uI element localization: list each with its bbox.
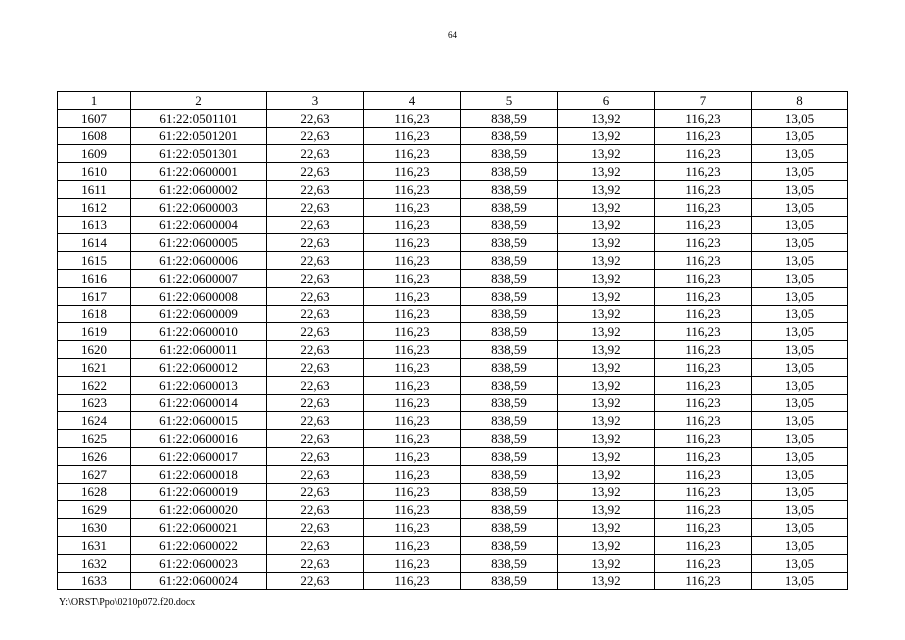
table-cell: 1620 bbox=[58, 341, 131, 359]
table-cell: 838,59 bbox=[461, 305, 558, 323]
table-cell: 116,23 bbox=[364, 269, 461, 287]
table-cell: 116,23 bbox=[655, 447, 752, 465]
table-row bbox=[58, 358, 848, 376]
table-cell: 22,63 bbox=[267, 572, 364, 590]
table-cell: 13,92 bbox=[558, 376, 655, 394]
table-cell: 61:22:0600018 bbox=[131, 465, 267, 483]
table-cell: 61:22:0600011 bbox=[131, 341, 267, 359]
table-cell: 22,63 bbox=[267, 180, 364, 198]
table-cell: 13,05 bbox=[752, 269, 848, 287]
table-cell: 22,63 bbox=[267, 554, 364, 572]
table-cell: 13,05 bbox=[752, 536, 848, 554]
table-cell: 13,05 bbox=[752, 572, 848, 590]
table-cell: 22,63 bbox=[267, 234, 364, 252]
table-cell: 838,59 bbox=[461, 216, 558, 234]
table-cell: 13,92 bbox=[558, 305, 655, 323]
column-header: 3 bbox=[267, 92, 364, 110]
table-cell: 13,05 bbox=[752, 341, 848, 359]
table-cell: 22,63 bbox=[267, 163, 364, 181]
table-cell: 116,23 bbox=[364, 501, 461, 519]
table-cell: 13,05 bbox=[752, 394, 848, 412]
column-header: 8 bbox=[752, 92, 848, 110]
table-cell: 13,92 bbox=[558, 483, 655, 501]
table-cell: 13,92 bbox=[558, 180, 655, 198]
table-cell: 61:22:0600021 bbox=[131, 519, 267, 537]
table-cell: 13,05 bbox=[752, 109, 848, 127]
table-row bbox=[58, 305, 848, 323]
table-cell: 61:22:0600010 bbox=[131, 323, 267, 341]
table-cell: 116,23 bbox=[655, 323, 752, 341]
table-cell: 22,63 bbox=[267, 430, 364, 448]
table-cell: 13,92 bbox=[558, 465, 655, 483]
table-cell: 116,23 bbox=[364, 447, 461, 465]
table-cell: 116,23 bbox=[364, 341, 461, 359]
table-row bbox=[58, 412, 848, 430]
table-cell: 13,92 bbox=[558, 234, 655, 252]
table-cell: 61:22:0600016 bbox=[131, 430, 267, 448]
table-cell: 1622 bbox=[58, 376, 131, 394]
table-cell: 61:22:0600019 bbox=[131, 483, 267, 501]
table-cell: 22,63 bbox=[267, 109, 364, 127]
table-cell: 1609 bbox=[58, 145, 131, 163]
table-cell: 838,59 bbox=[461, 430, 558, 448]
table-cell: 13,05 bbox=[752, 145, 848, 163]
table-cell: 116,23 bbox=[364, 163, 461, 181]
table-cell: 13,92 bbox=[558, 323, 655, 341]
table-cell: 838,59 bbox=[461, 234, 558, 252]
table-cell: 116,23 bbox=[364, 323, 461, 341]
table-cell: 116,23 bbox=[364, 287, 461, 305]
table-cell: 116,23 bbox=[364, 572, 461, 590]
table-cell: 116,23 bbox=[655, 287, 752, 305]
table-cell: 838,59 bbox=[461, 163, 558, 181]
table-cell: 116,23 bbox=[364, 394, 461, 412]
table-cell: 1633 bbox=[58, 572, 131, 590]
table-cell: 116,23 bbox=[655, 483, 752, 501]
table-cell: 1630 bbox=[58, 519, 131, 537]
table-cell: 838,59 bbox=[461, 127, 558, 145]
table-cell: 13,05 bbox=[752, 163, 848, 181]
table-cell: 116,23 bbox=[364, 483, 461, 501]
table-cell: 116,23 bbox=[655, 430, 752, 448]
table-cell: 22,63 bbox=[267, 483, 364, 501]
table-cell: 22,63 bbox=[267, 412, 364, 430]
table-cell: 116,23 bbox=[655, 305, 752, 323]
column-header: 1 bbox=[58, 92, 131, 110]
table-cell: 1627 bbox=[58, 465, 131, 483]
table-cell: 116,23 bbox=[364, 554, 461, 572]
table-cell: 13,92 bbox=[558, 430, 655, 448]
table-cell: 116,23 bbox=[655, 501, 752, 519]
table-cell: 116,23 bbox=[364, 234, 461, 252]
table-cell: 116,23 bbox=[364, 198, 461, 216]
table-cell: 13,05 bbox=[752, 305, 848, 323]
table-cell: 1618 bbox=[58, 305, 131, 323]
table-cell: 838,59 bbox=[461, 269, 558, 287]
table-row bbox=[58, 252, 848, 270]
table-cell: 61:22:0600023 bbox=[131, 554, 267, 572]
table-cell: 116,23 bbox=[364, 109, 461, 127]
table-cell: 13,92 bbox=[558, 554, 655, 572]
table-cell: 1632 bbox=[58, 554, 131, 572]
table-cell: 13,92 bbox=[558, 252, 655, 270]
table-cell: 838,59 bbox=[461, 145, 558, 163]
table-cell: 61:22:0600014 bbox=[131, 394, 267, 412]
table-cell: 838,59 bbox=[461, 465, 558, 483]
table-cell: 61:22:0600017 bbox=[131, 447, 267, 465]
table-cell: 116,23 bbox=[364, 536, 461, 554]
column-header: 7 bbox=[655, 92, 752, 110]
table-row bbox=[58, 323, 848, 341]
table-cell: 1624 bbox=[58, 412, 131, 430]
table-cell: 22,63 bbox=[267, 323, 364, 341]
table-cell: 61:22:0600006 bbox=[131, 252, 267, 270]
table-cell: 22,63 bbox=[267, 305, 364, 323]
table-cell: 116,23 bbox=[364, 180, 461, 198]
table-cell: 13,05 bbox=[752, 554, 848, 572]
table-row bbox=[58, 465, 848, 483]
table-cell: 13,92 bbox=[558, 341, 655, 359]
table-cell: 116,23 bbox=[364, 412, 461, 430]
table-cell: 13,92 bbox=[558, 109, 655, 127]
table-cell: 1631 bbox=[58, 536, 131, 554]
table-cell: 22,63 bbox=[267, 198, 364, 216]
table-row bbox=[58, 234, 848, 252]
table-cell: 13,05 bbox=[752, 519, 848, 537]
table-cell: 61:22:0600004 bbox=[131, 216, 267, 234]
table-cell: 13,05 bbox=[752, 376, 848, 394]
table-cell: 22,63 bbox=[267, 465, 364, 483]
table-cell: 1621 bbox=[58, 358, 131, 376]
table-cell: 838,59 bbox=[461, 287, 558, 305]
table-cell: 838,59 bbox=[461, 572, 558, 590]
table-cell: 13,05 bbox=[752, 234, 848, 252]
table-cell: 13,92 bbox=[558, 536, 655, 554]
table-cell: 1610 bbox=[58, 163, 131, 181]
table-cell: 116,23 bbox=[655, 412, 752, 430]
table-cell: 22,63 bbox=[267, 252, 364, 270]
table-cell: 116,23 bbox=[655, 536, 752, 554]
table-cell: 116,23 bbox=[655, 216, 752, 234]
page-number: 64 bbox=[448, 30, 457, 40]
table-cell: 116,23 bbox=[655, 341, 752, 359]
table-cell: 13,92 bbox=[558, 501, 655, 519]
table-row bbox=[58, 287, 848, 305]
table-cell: 1612 bbox=[58, 198, 131, 216]
table-cell: 838,59 bbox=[461, 323, 558, 341]
table-row bbox=[58, 519, 848, 537]
table-cell: 13,05 bbox=[752, 323, 848, 341]
table-cell: 1626 bbox=[58, 447, 131, 465]
table-row bbox=[58, 376, 848, 394]
column-header: 5 bbox=[461, 92, 558, 110]
table-cell: 13,92 bbox=[558, 358, 655, 376]
table-cell: 13,05 bbox=[752, 358, 848, 376]
table-row bbox=[58, 554, 848, 572]
table-header-row bbox=[58, 92, 848, 110]
table-cell: 13,05 bbox=[752, 198, 848, 216]
table-cell: 116,23 bbox=[655, 269, 752, 287]
table-cell: 116,23 bbox=[364, 252, 461, 270]
table-row bbox=[58, 198, 848, 216]
table-row bbox=[58, 109, 848, 127]
table-cell: 22,63 bbox=[267, 269, 364, 287]
table-cell: 22,63 bbox=[267, 287, 364, 305]
data-table bbox=[57, 91, 848, 590]
table-cell: 13,05 bbox=[752, 412, 848, 430]
table-row bbox=[58, 483, 848, 501]
table-cell: 13,92 bbox=[558, 163, 655, 181]
table-cell: 116,23 bbox=[364, 216, 461, 234]
table-cell: 116,23 bbox=[364, 145, 461, 163]
table-cell: 116,23 bbox=[655, 572, 752, 590]
table-cell: 116,23 bbox=[655, 394, 752, 412]
table-row bbox=[58, 163, 848, 181]
table-row bbox=[58, 180, 848, 198]
table-cell: 116,23 bbox=[655, 358, 752, 376]
table-cell: 838,59 bbox=[461, 519, 558, 537]
table-cell: 13,05 bbox=[752, 180, 848, 198]
table-cell: 1614 bbox=[58, 234, 131, 252]
table-cell: 116,23 bbox=[364, 127, 461, 145]
table-cell: 838,59 bbox=[461, 376, 558, 394]
table-cell: 22,63 bbox=[267, 341, 364, 359]
table-cell: 116,23 bbox=[655, 465, 752, 483]
table-cell: 116,23 bbox=[655, 198, 752, 216]
table-cell: 838,59 bbox=[461, 536, 558, 554]
table-cell: 1607 bbox=[58, 109, 131, 127]
column-header: 4 bbox=[364, 92, 461, 110]
table-cell: 13,92 bbox=[558, 145, 655, 163]
table-cell: 13,05 bbox=[752, 465, 848, 483]
table-cell: 22,63 bbox=[267, 127, 364, 145]
table-cell: 61:22:0501101 bbox=[131, 109, 267, 127]
table-row bbox=[58, 394, 848, 412]
table-cell: 13,05 bbox=[752, 127, 848, 145]
table-cell: 1623 bbox=[58, 394, 131, 412]
table-cell: 838,59 bbox=[461, 501, 558, 519]
table-cell: 13,92 bbox=[558, 269, 655, 287]
table-cell: 61:22:0600020 bbox=[131, 501, 267, 519]
table-row bbox=[58, 127, 848, 145]
table-cell: 13,92 bbox=[558, 412, 655, 430]
table-cell: 61:22:0600001 bbox=[131, 163, 267, 181]
table-cell: 22,63 bbox=[267, 376, 364, 394]
table-cell: 116,23 bbox=[655, 163, 752, 181]
table-cell: 13,05 bbox=[752, 252, 848, 270]
table-cell: 13,05 bbox=[752, 501, 848, 519]
table-cell: 116,23 bbox=[364, 358, 461, 376]
table-cell: 13,92 bbox=[558, 216, 655, 234]
table-cell: 838,59 bbox=[461, 447, 558, 465]
table-cell: 61:22:0600005 bbox=[131, 234, 267, 252]
table-cell: 1617 bbox=[58, 287, 131, 305]
table-row bbox=[58, 145, 848, 163]
table-cell: 116,23 bbox=[364, 305, 461, 323]
table-cell: 61:22:0501301 bbox=[131, 145, 267, 163]
table-cell: 13,05 bbox=[752, 447, 848, 465]
table-cell: 838,59 bbox=[461, 394, 558, 412]
table-cell: 116,23 bbox=[364, 519, 461, 537]
table-cell: 22,63 bbox=[267, 394, 364, 412]
table-cell: 838,59 bbox=[461, 341, 558, 359]
table-row bbox=[58, 572, 848, 590]
table-cell: 13,92 bbox=[558, 198, 655, 216]
table-cell: 838,59 bbox=[461, 483, 558, 501]
table-cell: 116,23 bbox=[655, 109, 752, 127]
table-cell: 1628 bbox=[58, 483, 131, 501]
table-cell: 116,23 bbox=[655, 180, 752, 198]
table-cell: 1616 bbox=[58, 269, 131, 287]
table-cell: 22,63 bbox=[267, 501, 364, 519]
table-cell: 61:22:0600003 bbox=[131, 198, 267, 216]
table-cell: 61:22:0600012 bbox=[131, 358, 267, 376]
table-row bbox=[58, 341, 848, 359]
table-cell: 838,59 bbox=[461, 252, 558, 270]
table-cell: 13,05 bbox=[752, 483, 848, 501]
table-cell: 116,23 bbox=[655, 234, 752, 252]
table-cell: 61:22:0600009 bbox=[131, 305, 267, 323]
table-cell: 1613 bbox=[58, 216, 131, 234]
table-cell: 13,05 bbox=[752, 216, 848, 234]
table-cell: 61:22:0600013 bbox=[131, 376, 267, 394]
table-cell: 13,05 bbox=[752, 287, 848, 305]
table-cell: 838,59 bbox=[461, 554, 558, 572]
table-row bbox=[58, 216, 848, 234]
table-cell: 61:22:0600022 bbox=[131, 536, 267, 554]
table-cell: 61:22:0600002 bbox=[131, 180, 267, 198]
table-cell: 116,23 bbox=[655, 554, 752, 572]
table-cell: 1608 bbox=[58, 127, 131, 145]
table-body bbox=[58, 109, 848, 590]
table-cell: 116,23 bbox=[364, 376, 461, 394]
table-cell: 61:22:0600008 bbox=[131, 287, 267, 305]
table-row bbox=[58, 447, 848, 465]
column-header: 2 bbox=[131, 92, 267, 110]
table-cell: 116,23 bbox=[655, 145, 752, 163]
table-cell: 13,92 bbox=[558, 519, 655, 537]
table-cell: 22,63 bbox=[267, 358, 364, 376]
table-cell: 22,63 bbox=[267, 216, 364, 234]
table-cell: 22,63 bbox=[267, 519, 364, 537]
table-cell: 1611 bbox=[58, 180, 131, 198]
table-cell: 116,23 bbox=[655, 127, 752, 145]
table-cell: 13,92 bbox=[558, 572, 655, 590]
table-cell: 13,92 bbox=[558, 127, 655, 145]
column-header: 6 bbox=[558, 92, 655, 110]
table-cell: 116,23 bbox=[364, 430, 461, 448]
table-cell: 116,23 bbox=[655, 519, 752, 537]
table-cell: 838,59 bbox=[461, 412, 558, 430]
table-row bbox=[58, 430, 848, 448]
footer-file-path: Y:\ORST\Ppo\0210p072.f20.docx bbox=[59, 597, 196, 608]
table-cell: 116,23 bbox=[364, 465, 461, 483]
table-cell: 61:22:0501201 bbox=[131, 127, 267, 145]
table-row bbox=[58, 501, 848, 519]
table-cell: 13,05 bbox=[752, 430, 848, 448]
table-cell: 1619 bbox=[58, 323, 131, 341]
table-cell: 838,59 bbox=[461, 198, 558, 216]
table-cell: 838,59 bbox=[461, 109, 558, 127]
table-cell: 116,23 bbox=[655, 376, 752, 394]
table-cell: 13,92 bbox=[558, 287, 655, 305]
table-cell: 13,92 bbox=[558, 447, 655, 465]
table-cell: 838,59 bbox=[461, 358, 558, 376]
table-cell: 1615 bbox=[58, 252, 131, 270]
table-cell: 61:22:0600024 bbox=[131, 572, 267, 590]
table-cell: 116,23 bbox=[655, 252, 752, 270]
table-cell: 838,59 bbox=[461, 180, 558, 198]
table-cell: 13,92 bbox=[558, 394, 655, 412]
table-cell: 22,63 bbox=[267, 447, 364, 465]
table-cell: 61:22:0600007 bbox=[131, 269, 267, 287]
table-row bbox=[58, 536, 848, 554]
table-cell: 22,63 bbox=[267, 536, 364, 554]
table-cell: 1629 bbox=[58, 501, 131, 519]
table-row bbox=[58, 269, 848, 287]
table-cell: 22,63 bbox=[267, 145, 364, 163]
table-cell: 61:22:0600015 bbox=[131, 412, 267, 430]
table-cell: 1625 bbox=[58, 430, 131, 448]
